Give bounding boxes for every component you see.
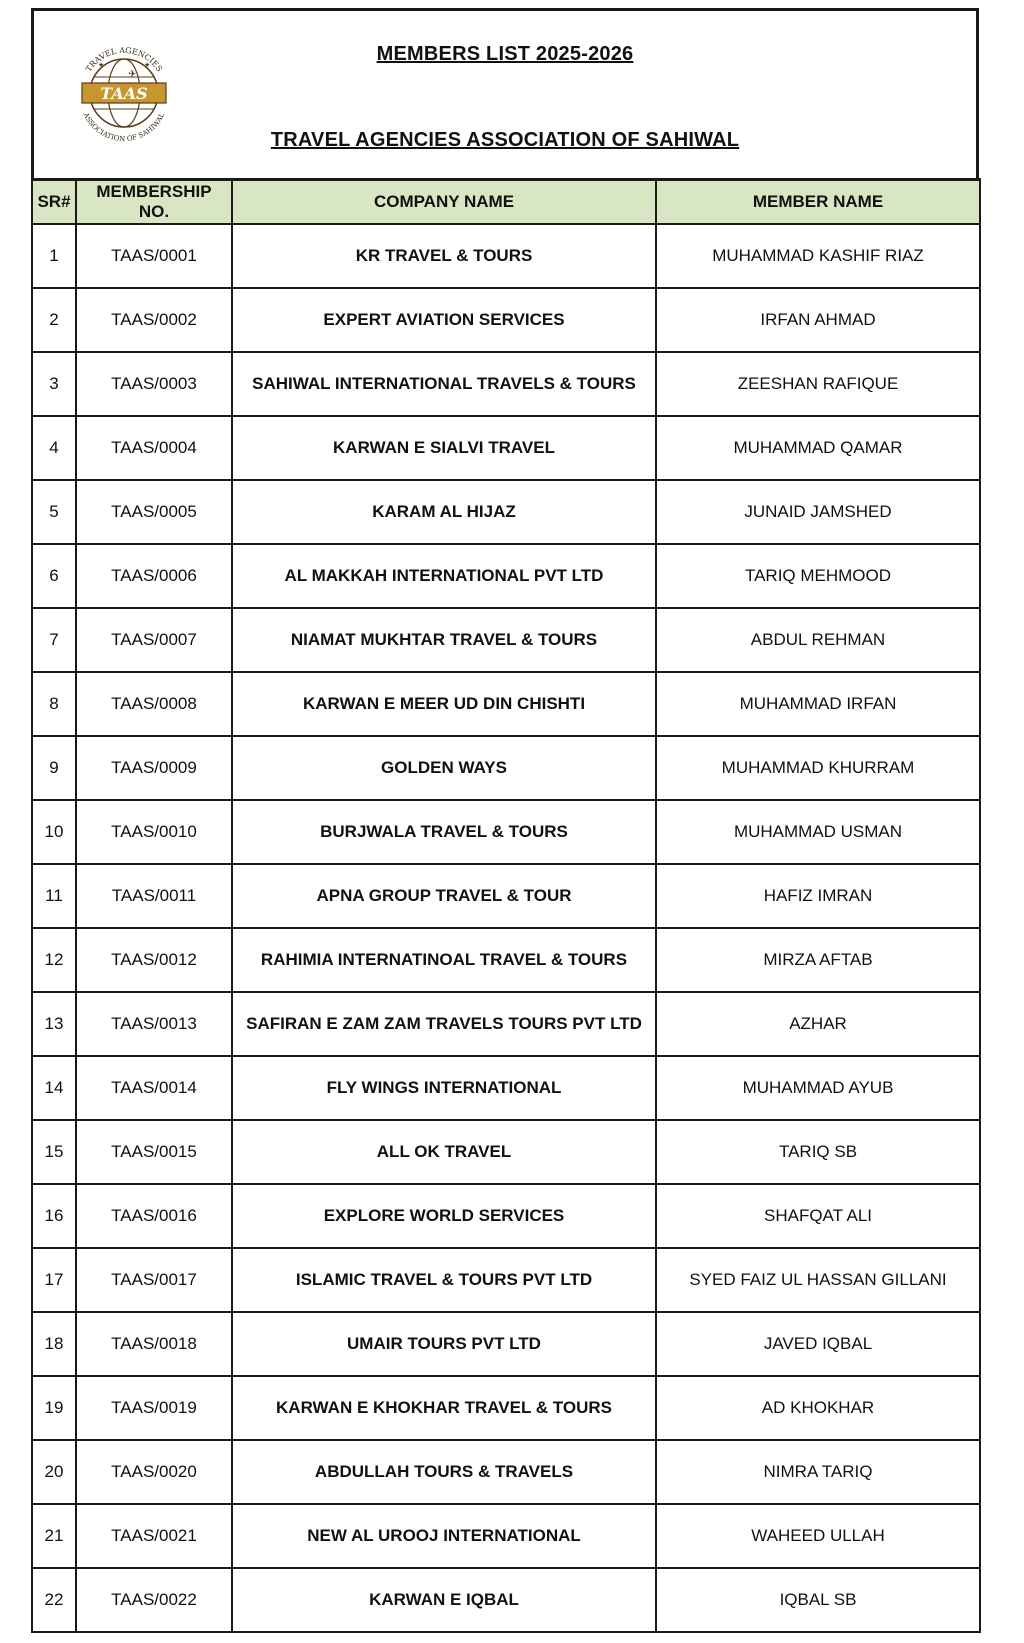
member-name-cell: MUHAMMAD QAMAR [656, 416, 980, 480]
sr-cell: 9 [32, 736, 76, 800]
star-icon: ★ [144, 62, 151, 69]
table-row [32, 1312, 980, 1376]
table-row [32, 736, 980, 800]
member-name-cell: MUHAMMAD KASHIF RIAZ [656, 224, 980, 288]
members-table [31, 178, 981, 1633]
member-name-cell: MIRZA AFTAB [656, 928, 980, 992]
company-name-cell: SAFIRAN E ZAM ZAM TRAVELS TOURS PVT LTD [232, 992, 656, 1056]
membership-no-cell: TAAS/0021 [76, 1504, 232, 1568]
membership-no-cell: TAAS/0016 [76, 1184, 232, 1248]
column-header-member-name: MEMBER NAME [656, 180, 980, 224]
membership-no-cell: TAAS/0001 [76, 224, 232, 288]
company-name-cell: GOLDEN WAYS [232, 736, 656, 800]
column-header-company-name: COMPANY NAME [232, 180, 656, 224]
sr-cell: 15 [32, 1120, 76, 1184]
sr-cell: 10 [32, 800, 76, 864]
membership-no-cell: TAAS/0018 [76, 1312, 232, 1376]
membership-no-cell: TAAS/0006 [76, 544, 232, 608]
sr-cell: 16 [32, 1184, 76, 1248]
sr-cell: 3 [32, 352, 76, 416]
membership-no-cell: TAAS/0011 [76, 864, 232, 928]
table-row [32, 1504, 980, 1568]
table-row [32, 480, 980, 544]
member-name-cell: JUNAID JAMSHED [656, 480, 980, 544]
membership-no-cell: TAAS/0020 [76, 1440, 232, 1504]
table-row [32, 608, 980, 672]
company-name-cell: KR TRAVEL & TOURS [232, 224, 656, 288]
sr-cell: 2 [32, 288, 76, 352]
table-row [32, 1184, 980, 1248]
table-row [32, 224, 980, 288]
company-name-cell: KARWAN E KHOKHAR TRAVEL & TOURS [232, 1376, 656, 1440]
sr-cell: 12 [32, 928, 76, 992]
company-name-cell: APNA GROUP TRAVEL & TOUR [232, 864, 656, 928]
member-name-cell: ABDUL REHMAN [656, 608, 980, 672]
sr-cell: 20 [32, 1440, 76, 1504]
table-row [32, 1248, 980, 1312]
membership-no-cell: TAAS/0008 [76, 672, 232, 736]
membership-no-cell: TAAS/0009 [76, 736, 232, 800]
table-row [32, 800, 980, 864]
sr-cell: 14 [32, 1056, 76, 1120]
membership-no-cell: TAAS/0002 [76, 288, 232, 352]
logo-ring-bottom-text: ASSOCIATION OF SAHIWAL [81, 111, 167, 144]
membership-no-cell: TAAS/0004 [76, 416, 232, 480]
member-name-cell: AD KHOKHAR [656, 1376, 980, 1440]
table-row [32, 416, 980, 480]
company-name-cell: UMAIR TOURS PVT LTD [232, 1312, 656, 1376]
document-header [31, 8, 979, 178]
membership-no-cell: TAAS/0014 [76, 1056, 232, 1120]
sr-cell: 5 [32, 480, 76, 544]
sr-cell: 7 [32, 608, 76, 672]
member-name-cell: MUHAMMAD USMAN [656, 800, 980, 864]
membership-no-cell: TAAS/0019 [76, 1376, 232, 1440]
company-name-cell: RAHIMIA INTERNATINOAL TRAVEL & TOURS [232, 928, 656, 992]
sr-cell: 11 [32, 864, 76, 928]
member-name-cell: IRFAN AHMAD [656, 288, 980, 352]
company-name-cell: KARAM AL HIJAZ [232, 480, 656, 544]
company-name-cell: NEW AL UROOJ INTERNATIONAL [232, 1504, 656, 1568]
membership-no-cell: TAAS/0005 [76, 480, 232, 544]
column-header-membership-no: MEMBERSHIP NO. [76, 180, 232, 224]
sr-cell: 21 [32, 1504, 76, 1568]
company-name-cell: KARWAN E SIALVI TRAVEL [232, 416, 656, 480]
table-row [32, 544, 980, 608]
company-name-cell: ISLAMIC TRAVEL & TOURS PVT LTD [232, 1248, 656, 1312]
sr-cell: 17 [32, 1248, 76, 1312]
sr-cell: 13 [32, 992, 76, 1056]
sr-cell: 18 [32, 1312, 76, 1376]
company-name-cell: KARWAN E IQBAL [232, 1568, 656, 1632]
table-header-row [32, 180, 980, 224]
table-row [32, 1376, 980, 1440]
member-name-cell: IQBAL SB [656, 1568, 980, 1632]
company-name-cell: NIAMAT MUKHTAR TRAVEL & TOURS [232, 608, 656, 672]
member-name-cell: ZEESHAN RAFIQUE [656, 352, 980, 416]
company-name-cell: KARWAN E MEER UD DIN CHISHTI [232, 672, 656, 736]
member-name-cell: MUHAMMAD AYUB [656, 1056, 980, 1120]
sr-cell: 8 [32, 672, 76, 736]
airplane-icon: ✈ [128, 69, 137, 80]
member-name-cell: SHAFQAT ALI [656, 1184, 980, 1248]
sr-cell: 22 [32, 1568, 76, 1632]
membership-no-cell: TAAS/0013 [76, 992, 232, 1056]
member-name-cell: SYED FAIZ UL HASSAN GILLANI [656, 1248, 980, 1312]
members-list-sheet [31, 8, 979, 1633]
membership-no-cell: TAAS/0007 [76, 608, 232, 672]
membership-no-cell: TAAS/0012 [76, 928, 232, 992]
member-name-cell: JAVED IQBAL [656, 1312, 980, 1376]
company-name-cell: ALL OK TRAVEL [232, 1120, 656, 1184]
company-name-cell: FLY WINGS INTERNATIONAL [232, 1056, 656, 1120]
table-row [32, 928, 980, 992]
logo-text: TAAS [100, 84, 148, 103]
company-name-cell: SAHIWAL INTERNATIONAL TRAVELS & TOURS [232, 352, 656, 416]
table-row [32, 672, 980, 736]
sr-cell: 1 [32, 224, 76, 288]
member-name-cell: TARIQ SB [656, 1120, 980, 1184]
logo-ring-top-text: TRAVEL AGENCIES [84, 45, 164, 74]
member-name-cell: MUHAMMAD IRFAN [656, 672, 980, 736]
table-row [32, 864, 980, 928]
page-title: MEMBERS LIST 2025-2026 [376, 43, 634, 65]
table-row [32, 288, 980, 352]
member-name-cell: HAFIZ IMRAN [656, 864, 980, 928]
table-row [32, 1568, 980, 1632]
table-row [32, 1120, 980, 1184]
table-row [32, 1056, 980, 1120]
sr-cell: 6 [32, 544, 76, 608]
member-name-cell: AZHAR [656, 992, 980, 1056]
membership-no-cell: TAAS/0010 [76, 800, 232, 864]
company-name-cell: BURJWALA TRAVEL & TOURS [232, 800, 656, 864]
membership-no-cell: TAAS/0017 [76, 1248, 232, 1312]
table-row [32, 992, 980, 1056]
column-header-sr: SR# [32, 180, 76, 224]
member-name-cell: WAHEED ULLAH [656, 1504, 980, 1568]
member-name-cell: TARIQ MEHMOOD [656, 544, 980, 608]
sr-cell: 4 [32, 416, 76, 480]
membership-no-cell: TAAS/0015 [76, 1120, 232, 1184]
table-row [32, 1440, 980, 1504]
table-row [32, 352, 980, 416]
membership-no-cell: TAAS/0003 [76, 352, 232, 416]
member-name-cell: NIMRA TARIQ [656, 1440, 980, 1504]
company-name-cell: ABDULLAH TOURS & TRAVELS [232, 1440, 656, 1504]
member-name-cell: MUHAMMAD KHURRAM [656, 736, 980, 800]
star-icon: ★ [98, 62, 105, 69]
organization-name: TRAVEL AGENCIES ASSOCIATION OF SAHIWAL [270, 129, 740, 151]
company-name-cell: EXPLORE WORLD SERVICES [232, 1184, 656, 1248]
sr-cell: 19 [32, 1376, 76, 1440]
company-name-cell: EXPERT AVIATION SERVICES [232, 288, 656, 352]
membership-no-cell: TAAS/0022 [76, 1568, 232, 1632]
company-name-cell: AL MAKKAH INTERNATIONAL PVT LTD [232, 544, 656, 608]
